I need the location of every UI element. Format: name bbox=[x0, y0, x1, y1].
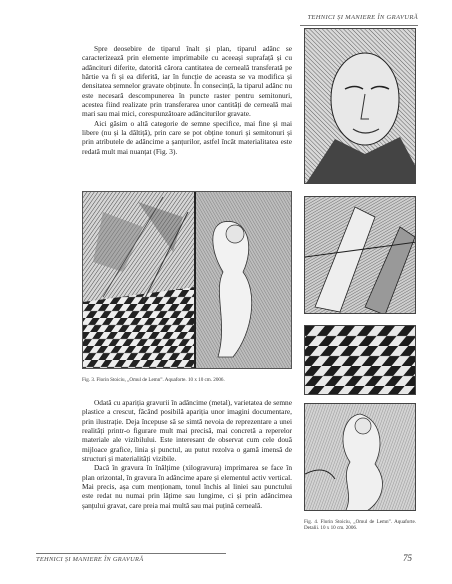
body-text-bottom bbox=[82, 398, 292, 510]
paragraph: Aici găsim o altă categorie de semne specifice, mai fine și mai libere (nu și la dăltiță), prin care se pot obține tonuri și semitonuri și prin atributele de adâncime a șanțurilor, astfel încât materialitatea este redată mult mai nuanțat (Fig. 3). bbox=[82, 118, 292, 156]
detail-image-figure bbox=[304, 403, 416, 511]
paragraph: Odată cu apariția gravurii în adâncime (metal), varietatea de semne plastice a crescut, făcând posibilă apariția unor imagini documentare, prin ilustrație. Deja începuse să se simtă nevoia de reprezentare a unei realități printr-o figurare mult mai precisă, mai concretă a reperelor materiale ale vizibilului. Este interesant de observat cum cele două mijloace grafice, linia și punctul, au putut rezolva o gamă imensă de structuri și materialități vizibile. bbox=[82, 398, 292, 464]
detail-image-portrait bbox=[304, 28, 416, 184]
paragraph: Dacă în gravura în înălțime (xilogravura) imprimarea se face în plan orizontal, în gravura în adâncime apare și elementul activ vertical. Mai precis, așa cum menționam, tonul închis al liniei sau punctului este redat nu numai prin lățime sau lungime, ci și prin adâncimea șanțului gravat, care preia mai multă sau mai puțină cerneală. bbox=[82, 463, 292, 510]
figure-etching bbox=[305, 404, 416, 511]
structure-etching bbox=[305, 197, 416, 314]
footer-title: TEHNICI ȘI MANIERE ÎN GRAVURĂ bbox=[36, 556, 144, 563]
figure-4-caption: Fig. 4. Florin Stoiciu, „Omul de Lemn”. Aquaforte. Detalii. 10 x 10 cm. 2006. bbox=[304, 519, 416, 532]
detail-image-structure bbox=[304, 196, 416, 314]
portrait-etching bbox=[305, 29, 416, 184]
paragraph: Spre deosebire de tiparul înalt și plan, tiparul adânc se caracterizează prin elemente imprimabile cu aceeași suprafață și cu adâncituri diferite, datorită cărora cantitatea de cerneală transferată pe hârtie va fi și ea diferită, iar în funcție de aceasta se va modifica și densitatea semnelor gravate obținute. În consecință, la tiparul adânc nu este necesară descompunerea în puncte raster pentru semitonuri, acestea fiind realizate prin transferarea unor cantități de cerneală mai mari sau mai mici, corespunzătoare adânciturilor gravate. bbox=[82, 44, 292, 119]
etching-illustration bbox=[83, 192, 292, 369]
figure-3-image bbox=[82, 191, 292, 369]
page-number: 75 bbox=[403, 553, 412, 563]
body-text-top bbox=[82, 44, 292, 156]
header-rule bbox=[300, 25, 418, 26]
running-head: TEHNICI ȘI MANIERE ÎN GRAVURĂ bbox=[307, 14, 418, 21]
footer-rule bbox=[36, 553, 226, 554]
detail-image-checkerboard bbox=[304, 325, 416, 395]
checkerboard-etching bbox=[305, 326, 416, 395]
figure-3-caption: Fig. 3. Florin Stoiciu, „Omul de Lemn”. Aquaforte. 10 x 10 cm. 2006. bbox=[82, 377, 225, 383]
